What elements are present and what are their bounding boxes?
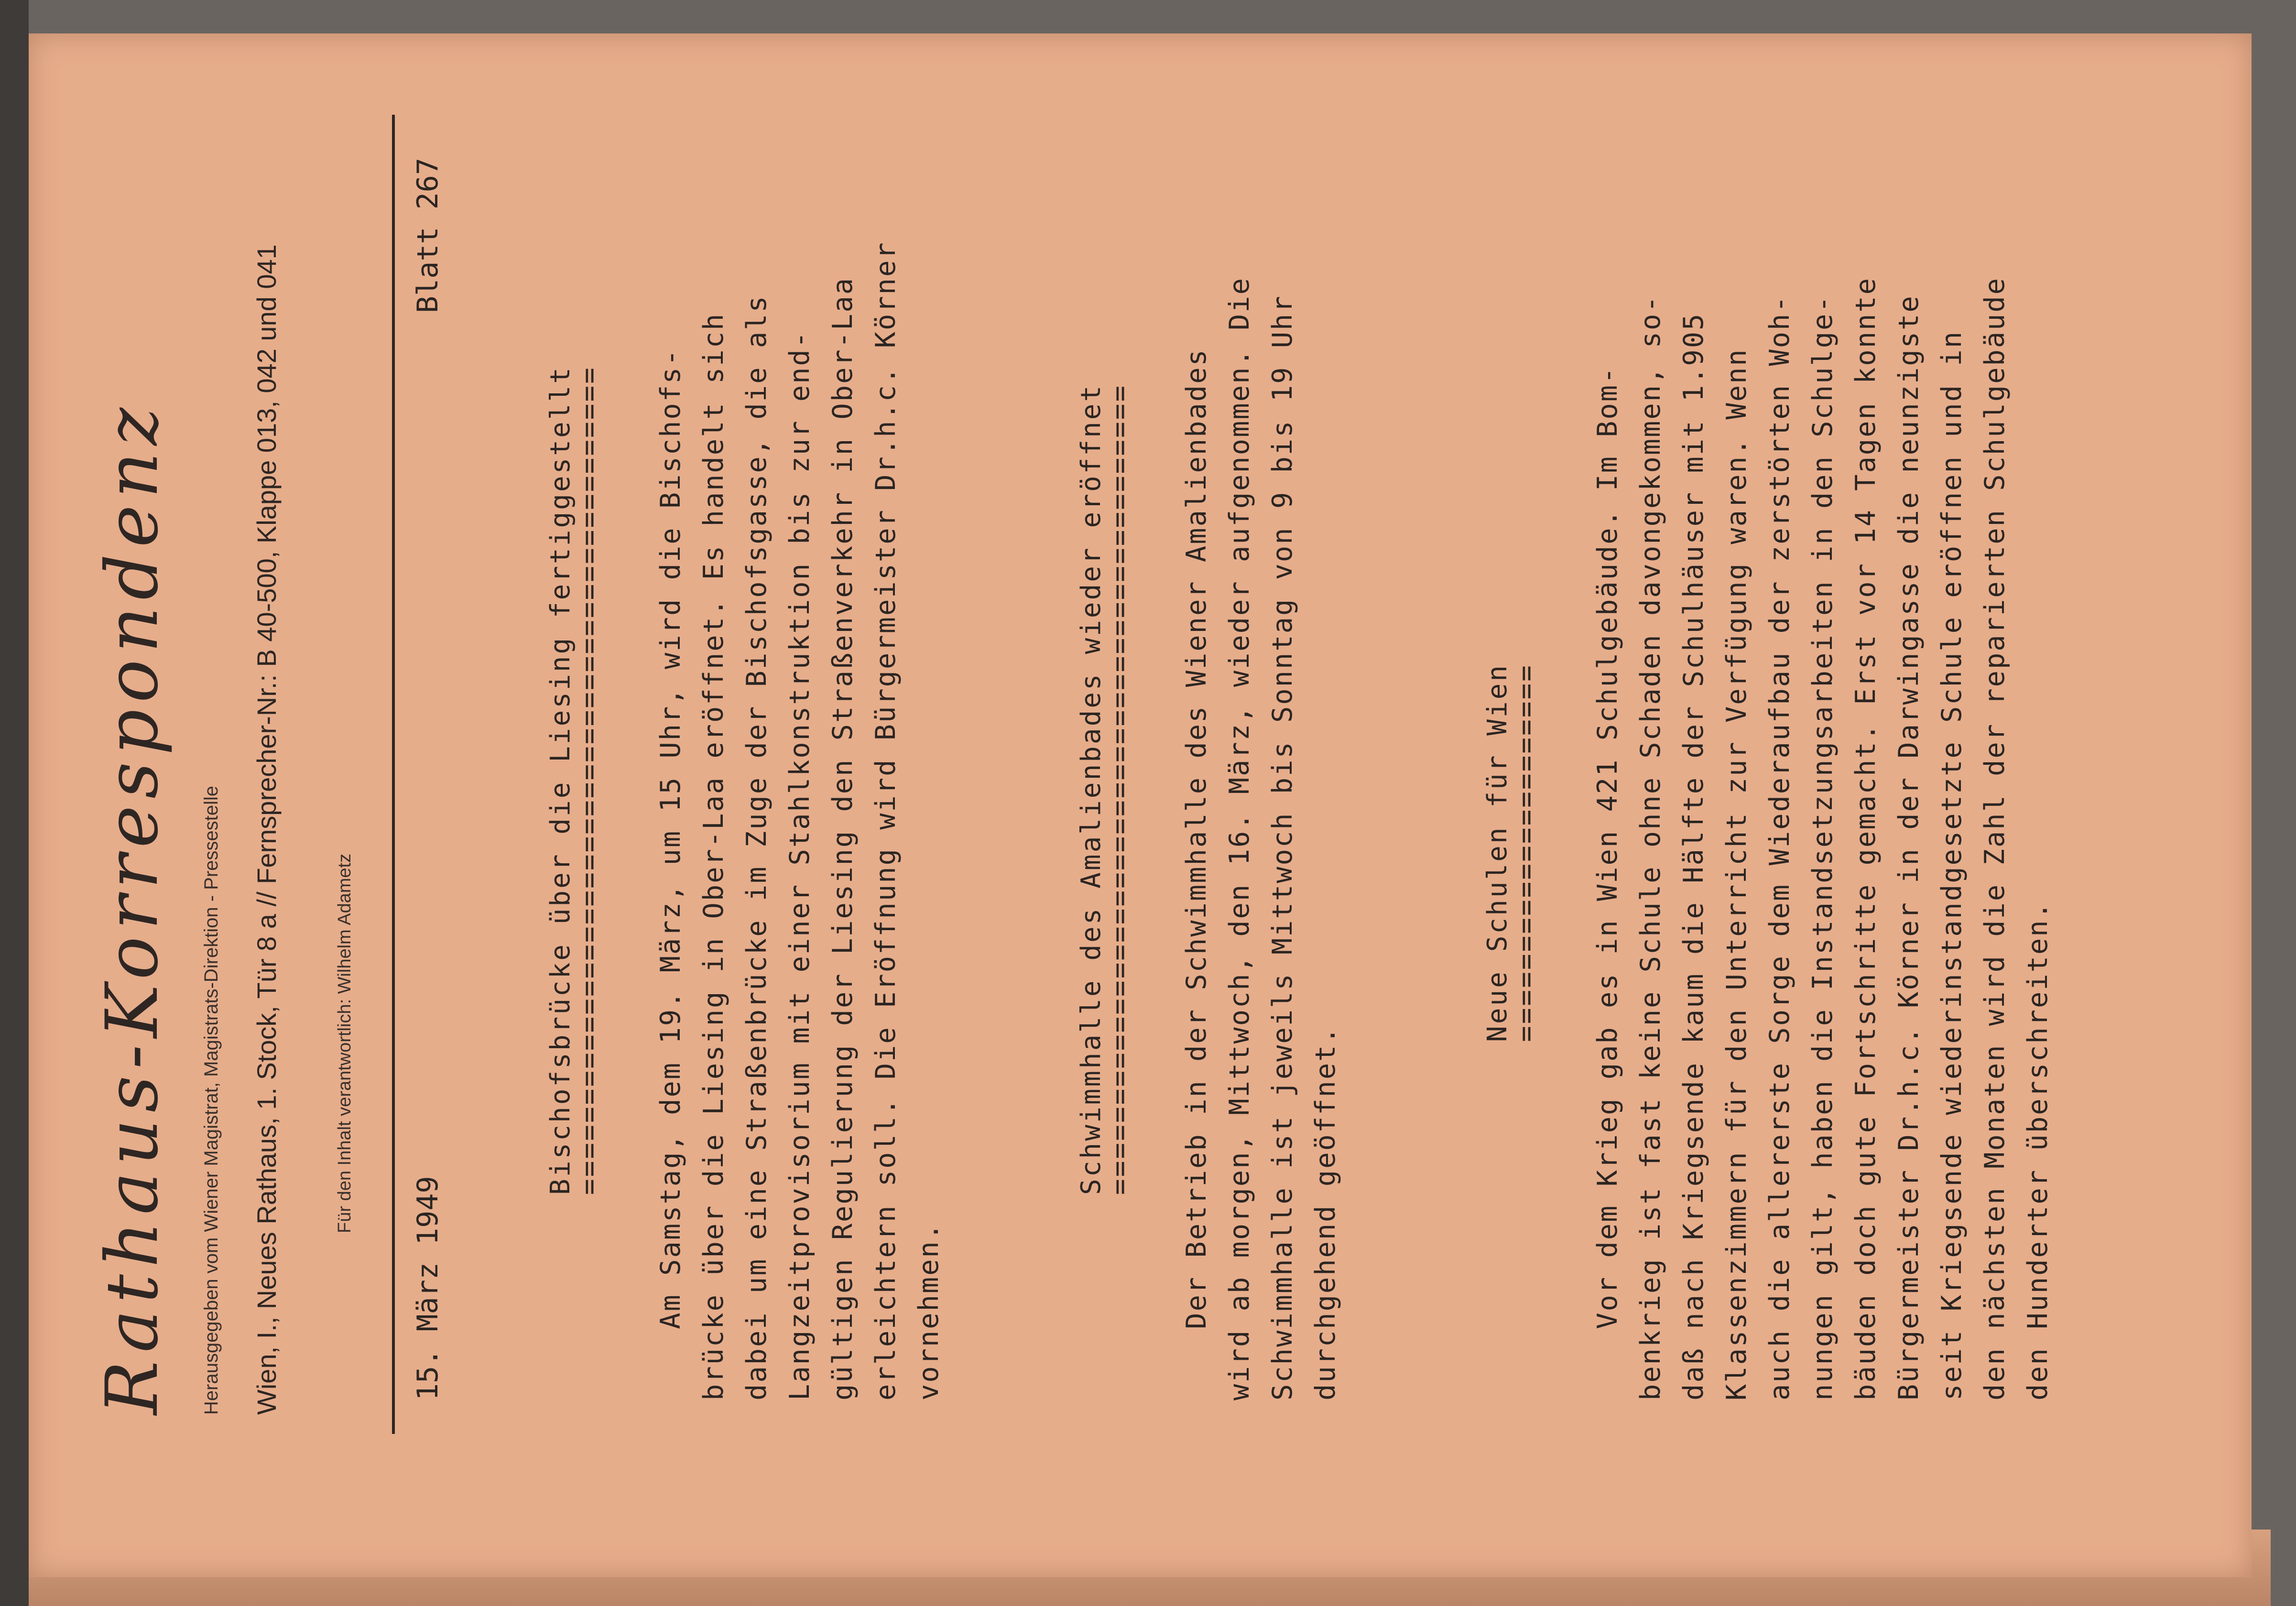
issue-date: 15. März 1949 <box>411 1176 445 1400</box>
article-1-line: erleichtern soll. Die Eröffnung wird Bürgermeister Dr.h.c. Körner <box>870 241 902 1400</box>
article-3-line: nungen gilt, haben die Instandsetzungsarbeiten in den Schulge- <box>1807 294 1839 1400</box>
article-2-line: Schwimmhalle ist jeweils Mittwoch bis Sonntag von 9 bis 19 Uhr <box>1267 294 1298 1400</box>
article-1-line: gültigen Regulierung der Liesing den Straßenverkehr in Ober-Laa <box>827 277 859 1400</box>
article-3-line: Vor dem Krieg gab es in Wien 421 Schulgebäude. Im Bom- <box>1592 366 1623 1400</box>
article-1-underline: ============================================== <box>574 366 605 1195</box>
article-1-line: dabei um eine Straßenbrücke im Zuge der Bischofsgasse, die als <box>741 294 773 1400</box>
article-3-line: bäuden doch gute Fortschritte gemacht. Erst vor 14 Tagen konnte <box>1850 277 1882 1400</box>
article-3-line: den Hunderter überschreiten. <box>2022 901 2054 1400</box>
article-3-underline: ===================== <box>1511 663 1542 1042</box>
article-3-heading: Neue Schulen für Wien <box>1482 663 1513 1042</box>
article-3-line: auch die allererste Sorge dem Wiederaufbau der zerstörten Woh- <box>1764 294 1795 1400</box>
scanner-border <box>0 0 29 1606</box>
article-2-underline: ============================================= <box>1104 383 1135 1195</box>
masthead-subtitle: Herausgegeben vom Wiener Magistrat, Magistrats-Direktion - Pressestelle <box>201 785 222 1415</box>
article-1-line: brücke über die Liesing in Ober-Laa eröffnet. Es handelt sich <box>698 312 729 1400</box>
article-3-line: den nächsten Monaten wird die Zahl der reparierten Schulgebäude <box>1979 277 2011 1400</box>
article-2-heading: Schwimmhalle des Amalienbades wieder eröffnet <box>1076 383 1107 1195</box>
article-3-line: Klassenzimmern für den Unterricht zur Verfügung waren. Wenn <box>1721 348 1752 1400</box>
article-2-line: wird ab morgen, Mittwoch, den 16. März, wieder aufgenommen. Die <box>1224 277 1255 1400</box>
article-3-line: daß nach Kriegsende kaum die Hälfte der Schulhäuser mit 1.905 <box>1678 312 1709 1400</box>
masthead-responsible: Für den Inhalt verantwortlich: Wilhelm Adametz <box>335 853 355 1233</box>
masthead-title: Rathaus-Korrespondenz <box>91 401 174 1415</box>
article-2-line: durchgehend geöffnet. <box>1310 1026 1341 1400</box>
page-content <box>29 38 2242 1558</box>
sheet-number: Blatt 267 <box>411 158 445 314</box>
article-2-line: Der Betrieb in der Schwimmhalle des Wiener Amalienbades <box>1181 348 1212 1400</box>
header-rule <box>392 115 395 1434</box>
article-3-line: seit Kriegsende wiederinstandgesetzte Schule eröffnen und in <box>1936 330 1968 1400</box>
article-1-line: vornehmen. <box>913 1222 945 1400</box>
date-line <box>411 158 449 1400</box>
masthead-address: Wien, I., Neues Rathaus, 1. Stock, Tür 8 a // Fernsprecher-Nr.: B 40-500, Klappe 013, 042 und 041 <box>251 244 282 1415</box>
article-1-line: Am Samstag, dem 19. März, um 15 Uhr, wird die Bischofs- <box>655 348 686 1400</box>
article-1-heading: Bischofsbrücke über die Liesing fertiggestellt <box>545 366 576 1195</box>
article-1-line: Langzeitprovisorium mit einer Stahlkonstruktion bis zur end- <box>784 330 816 1400</box>
article-3-line: benkrieg ist fast keine Schule ohne Schaden davongekommen, so- <box>1635 294 1666 1400</box>
article-3-line: Bürgermeister Dr.h.c. Körner in der Darwingasse die neunzigste <box>1893 294 1925 1400</box>
